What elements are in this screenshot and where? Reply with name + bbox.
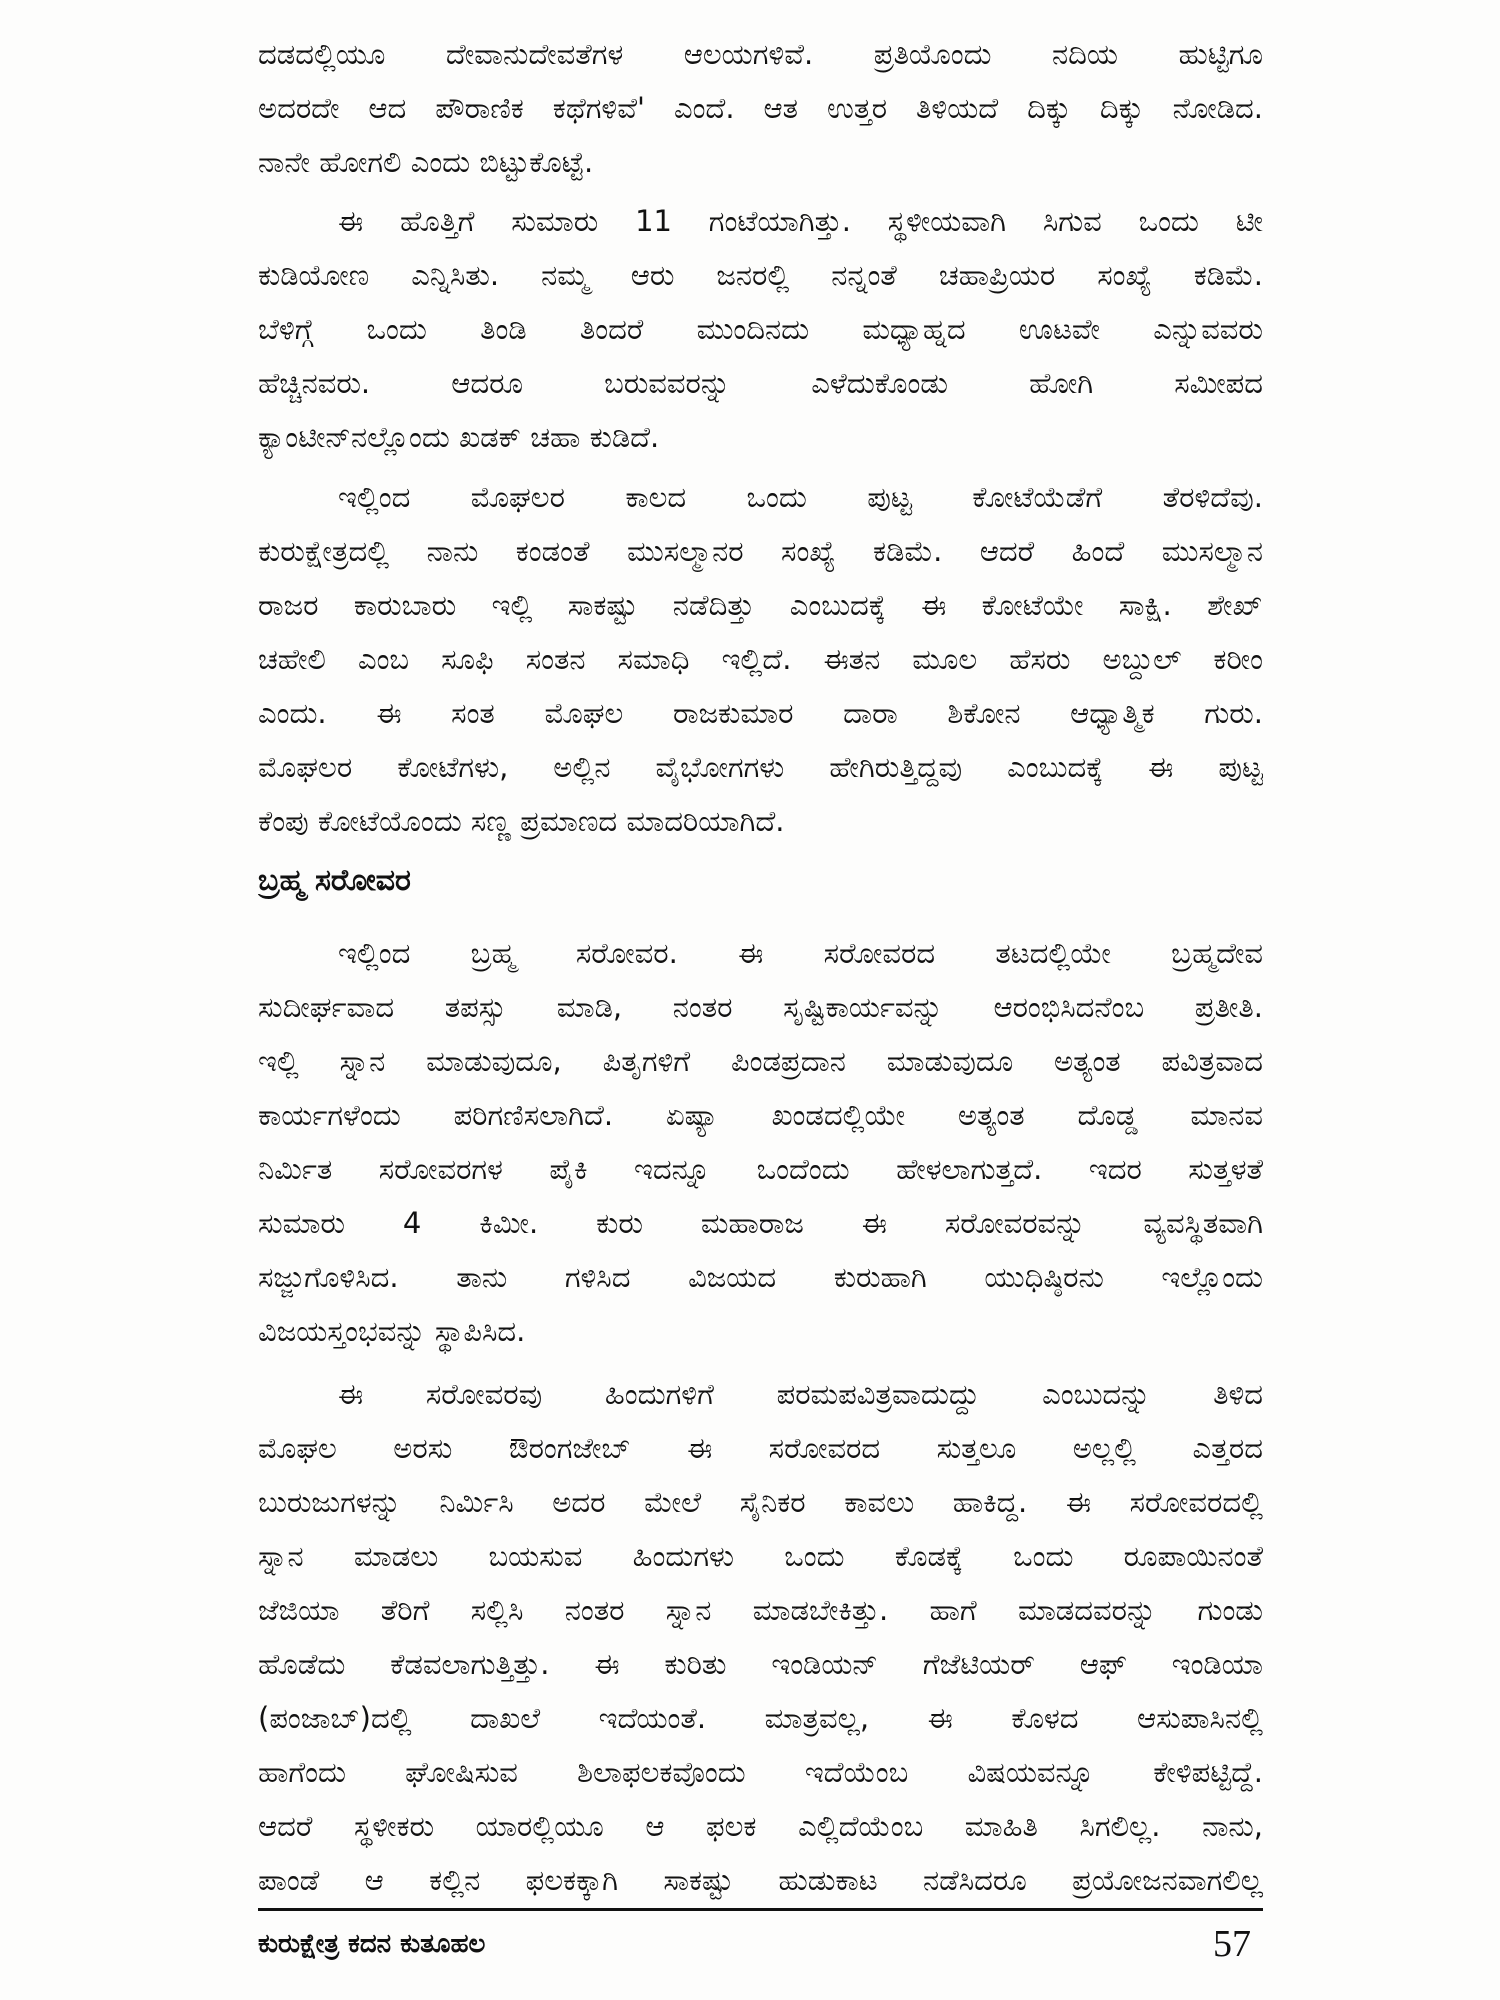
text-line: ಮೊಘಲರ ಕೋಟೆಗಳು, ಅಲ್ಲಿನ ವೈಭೋಗಗಳು ಹೇಗಿರುತ್ತಿದ್ದವು ಎಂಬುದಕ್ಕೆ ಈ ಪುಟ್ಟ	[258, 750, 1263, 784]
paragraph	[258, 470, 1263, 848]
text-line: ಹೊಡೆದು ಕೆಡವಲಾಗುತ್ತಿತ್ತು. ಈ ಕುರಿತು ಇಂಡಿಯನ್ ಗೆಜೆಟಿಯರ್ ಆಫ್ ಇಂಡಿಯಾ	[258, 1647, 1263, 1681]
text-line: ಸುಮಾರು 4 ಕಿಮೀ. ಕುರು ಮಹಾರಾಜ ಈ ಸರೋವರವನ್ನು ವ್ಯವಸ್ಥಿತವಾಗಿ	[258, 1206, 1263, 1240]
text-line: ಕಾರ್ಯಗಳೆಂದು ಪರಿಗಣಿಸಲಾಗಿದೆ. ಏಷ್ಯಾ ಖಂಡದಲ್ಲಿಯೇ ಅತ್ಯಂತ ದೊಡ್ಡ ಮಾನವ	[258, 1098, 1263, 1132]
text-line: ಚಹೇಲಿ ಎಂಬ ಸೂಫಿ ಸಂತನ ಸಮಾಧಿ ಇಲ್ಲಿದೆ. ಈತನ ಮೂಲ ಹೆಸರು ಅಬ್ದುಲ್ ಕರೀಂ	[258, 642, 1263, 676]
page-number: 57	[1213, 1923, 1251, 1965]
text-line: ಪಾಂಡೆ ಆ ಕಲ್ಲಿನ ಫಲಕಕ್ಕಾಗಿ ಸಾಕಷ್ಟು ಹುಡುಕಾಟ ನಡೆಸಿದರೂ ಪ್ರಯೋಜನವಾಗಲಿಲ್ಲ	[258, 1863, 1263, 1897]
text-line: ಹೆಚ್ಚಿನವರು. ಆದರೂ ಬರುವವರನ್ನು ಎಳೆದುಕೊಂಡು ಹೋಗಿ ಸಮೀಪದ	[258, 366, 1263, 400]
paragraph	[258, 194, 1263, 464]
text-line: ಇಲ್ಲಿ ಸ್ನಾನ ಮಾಡುವುದೂ, ಪಿತೃಗಳಿಗೆ ಪಿಂಡಪ್ರದಾನ ಮಾಡುವುದೂ ಅತ್ಯಂತ ಪವಿತ್ರವಾದ	[258, 1044, 1263, 1078]
text-line: ಬೆಳಿಗ್ಗೆ ಒಂದು ತಿಂಡಿ ತಿಂದರೆ ಮುಂದಿನದು ಮಧ್ಯಾಹ್ನದ ಊಟವೇ ಎನ್ನುವವರು	[258, 312, 1263, 346]
text-line: (ಪಂಜಾಬ್)ದಲ್ಲಿ ದಾಖಲೆ ಇದೆಯಂತೆ. ಮಾತ್ರವಲ್ಲ, ಈ ಕೊಳದ ಆಸುಪಾಸಿನಲ್ಲಿ	[258, 1701, 1263, 1735]
text-line: ಆದರೆ ಸ್ಥಳೀಕರು ಯಾರಲ್ಲಿಯೂ ಆ ಫಲಕ ಎಲ್ಲಿದೆಯೆಂಬ ಮಾಹಿತಿ ಸಿಗಲಿಲ್ಲ. ನಾನು,	[258, 1809, 1263, 1843]
text-line: ಈ ಸರೋವರವು ಹಿಂದುಗಳಿಗೆ ಪರಮಪವಿತ್ರವಾದುದ್ದು ಎಂಬುದನ್ನು ತಿಳಿದ	[338, 1377, 1263, 1411]
text-line: ಜೆಜಿಯಾ ತೆರಿಗೆ ಸಲ್ಲಿಸಿ ನಂತರ ಸ್ನಾನ ಮಾಡಬೇಕಿತ್ತು. ಹಾಗೆ ಮಾಡದವರನ್ನು ಗುಂಡು	[258, 1593, 1263, 1627]
text-line: ಕ್ಯಾಂಟೀನ್‌ನಲ್ಲೊಂದು ಖಡಕ್ ಚಹಾ ಕುಡಿದೆ.	[258, 420, 660, 454]
text-line: ನಾನೇ ಹೋಗಲಿ ಎಂದು ಬಿಟ್ಟುಕೊಟ್ಟೆ.	[258, 145, 594, 179]
text-line: ರಾಜರ ಕಾರುಬಾರು ಇಲ್ಲಿ ಸಾಕಷ್ಟು ನಡೆದಿತ್ತು ಎಂಬುದಕ್ಕೆ ಈ ಕೋಟೆಯೇ ಸಾಕ್ಷಿ. ಶೇಖ್	[258, 588, 1263, 622]
section-heading-text: ಬ್ರಹ್ಮ ಸರೋವರ	[258, 863, 411, 898]
text-line: ಸಜ್ಜುಗೊಳಿಸಿದ. ತಾನು ಗಳಿಸಿದ ವಿಜಯದ ಕುರುಹಾಗಿ ಯುಧಿಷ್ಠಿರನು ಇಲ್ಲೊಂದು	[258, 1260, 1263, 1294]
text-line: ದಡದಲ್ಲಿಯೂ ದೇವಾನುದೇವತೆಗಳ ಆಲಯಗಳಿವೆ. ಪ್ರತಿಯೊಂದು ನದಿಯ ಹುಟ್ಟಿಗೂ	[258, 37, 1263, 71]
running-title: ಕುರುಕ್ಷೇತ್ರ ಕದನ ಕುತೂಹಲ	[258, 1928, 486, 1959]
text-line: ಮೊಘಲ ಅರಸು ಔರಂಗಜೇಬ್ ಈ ಸರೋವರದ ಸುತ್ತಲೂ ಅಲ್ಲಲ್ಲಿ ಎತ್ತರದ	[258, 1431, 1263, 1465]
section-heading	[258, 854, 1263, 908]
body-text	[258, 27, 1263, 1907]
text-line: ಎಂದು. ಈ ಸಂತ ಮೊಘಲ ರಾಜಕುಮಾರ ದಾರಾ ಶಿಕೋನ ಆಧ್ಯಾತ್ಮಿಕ ಗುರು.	[258, 696, 1263, 730]
text-line: ನಿರ್ಮಿತ ಸರೋವರಗಳ ಪೈಕಿ ಇದನ್ನೂ ಒಂದೆಂದು ಹೇಳಲಾಗುತ್ತದೆ. ಇದರ ಸುತ್ತಳತೆ	[258, 1152, 1263, 1186]
text-line: ಕುಡಿಯೋಣ ಎನ್ನಿಸಿತು. ನಮ್ಮ ಆರು ಜನರಲ್ಲಿ ನನ್ನಂತೆ ಚಹಾಪ್ರಿಯರ ಸಂಖ್ಯೆ ಕಡಿಮೆ.	[258, 258, 1263, 292]
text-line: ಕುರುಕ್ಷೇತ್ರದಲ್ಲಿ ನಾನು ಕಂಡಂತೆ ಮುಸಲ್ಮಾನರ ಸಂಖ್ಯೆ ಕಡಿಮೆ. ಆದರೆ ಹಿಂದೆ ಮುಸಲ್ಮಾನ	[258, 534, 1263, 568]
paragraph	[258, 926, 1263, 1358]
text-line: ಈ ಹೊತ್ತಿಗೆ ಸುಮಾರು 11 ಗಂಟೆಯಾಗಿತ್ತು. ಸ್ಥಳೀಯವಾಗಿ ಸಿಗುವ ಒಂದು ಟೀ	[338, 204, 1263, 238]
paragraph	[258, 27, 1263, 189]
text-line: ಕೆಂಪು ಕೋಟೆಯೊಂದು ಸಣ್ಣ ಪ್ರಮಾಣದ ಮಾದರಿಯಾಗಿದೆ.	[258, 804, 785, 838]
page-footer	[258, 1916, 1263, 1972]
text-line: ಬುರುಜುಗಳನ್ನು ನಿರ್ಮಿಸಿ ಅದರ ಮೇಲೆ ಸೈನಿಕರ ಕಾವಲು ಹಾಕಿದ್ದ. ಈ ಸರೋವರದಲ್ಲಿ	[258, 1485, 1263, 1519]
paragraph	[258, 1367, 1263, 1907]
text-line: ವಿಜಯಸ್ತಂಭವನ್ನು ಸ್ಥಾಪಿಸಿದ.	[258, 1314, 526, 1348]
text-line: ಹಾಗೆಂದು ಘೋಷಿಸುವ ಶಿಲಾಫಲಕವೊಂದು ಇದೆಯೆಂಬ ವಿಷಯವನ್ನೂ ಕೇಳಿಪಟ್ಟಿದ್ದೆ.	[258, 1755, 1263, 1789]
text-line: ಅದರದೇ ಆದ ಪೌರಾಣಿಕ ಕಥೆಗಳಿವೆ' ಎಂದೆ. ಆತ ಉತ್ತರ ತಿಳಿಯದೆ ದಿಕ್ಕು ದಿಕ್ಕು ನೋಡಿದ.	[258, 91, 1263, 125]
text-line: ಸುದೀರ್ಘವಾದ ತಪಸ್ಸು ಮಾಡಿ, ನಂತರ ಸೃಷ್ಟಿಕಾರ್ಯವನ್ನು ಆರಂಭಿಸಿದನೆಂಬ ಪ್ರತೀತಿ.	[258, 990, 1263, 1024]
text-line: ಸ್ನಾನ ಮಾಡಲು ಬಯಸುವ ಹಿಂದುಗಳು ಒಂದು ಕೊಡಕ್ಕೆ ಒಂದು ರೂಪಾಯಿನಂತೆ	[258, 1539, 1263, 1573]
footer-rule	[258, 1908, 1263, 1911]
text-line: ಇಲ್ಲಿಂದ ಮೊಘಲರ ಕಾಲದ ಒಂದು ಪುಟ್ಟ ಕೋಟೆಯೆಡೆಗೆ ತೆರಳಿದೆವು.	[338, 480, 1263, 514]
text-line: ಇಲ್ಲಿಂದ ಬ್ರಹ್ಮ ಸರೋವರ. ಈ ಸರೋವರದ ತಟದಲ್ಲಿಯೇ ಬ್ರಹ್ಮದೇವ	[338, 936, 1263, 970]
